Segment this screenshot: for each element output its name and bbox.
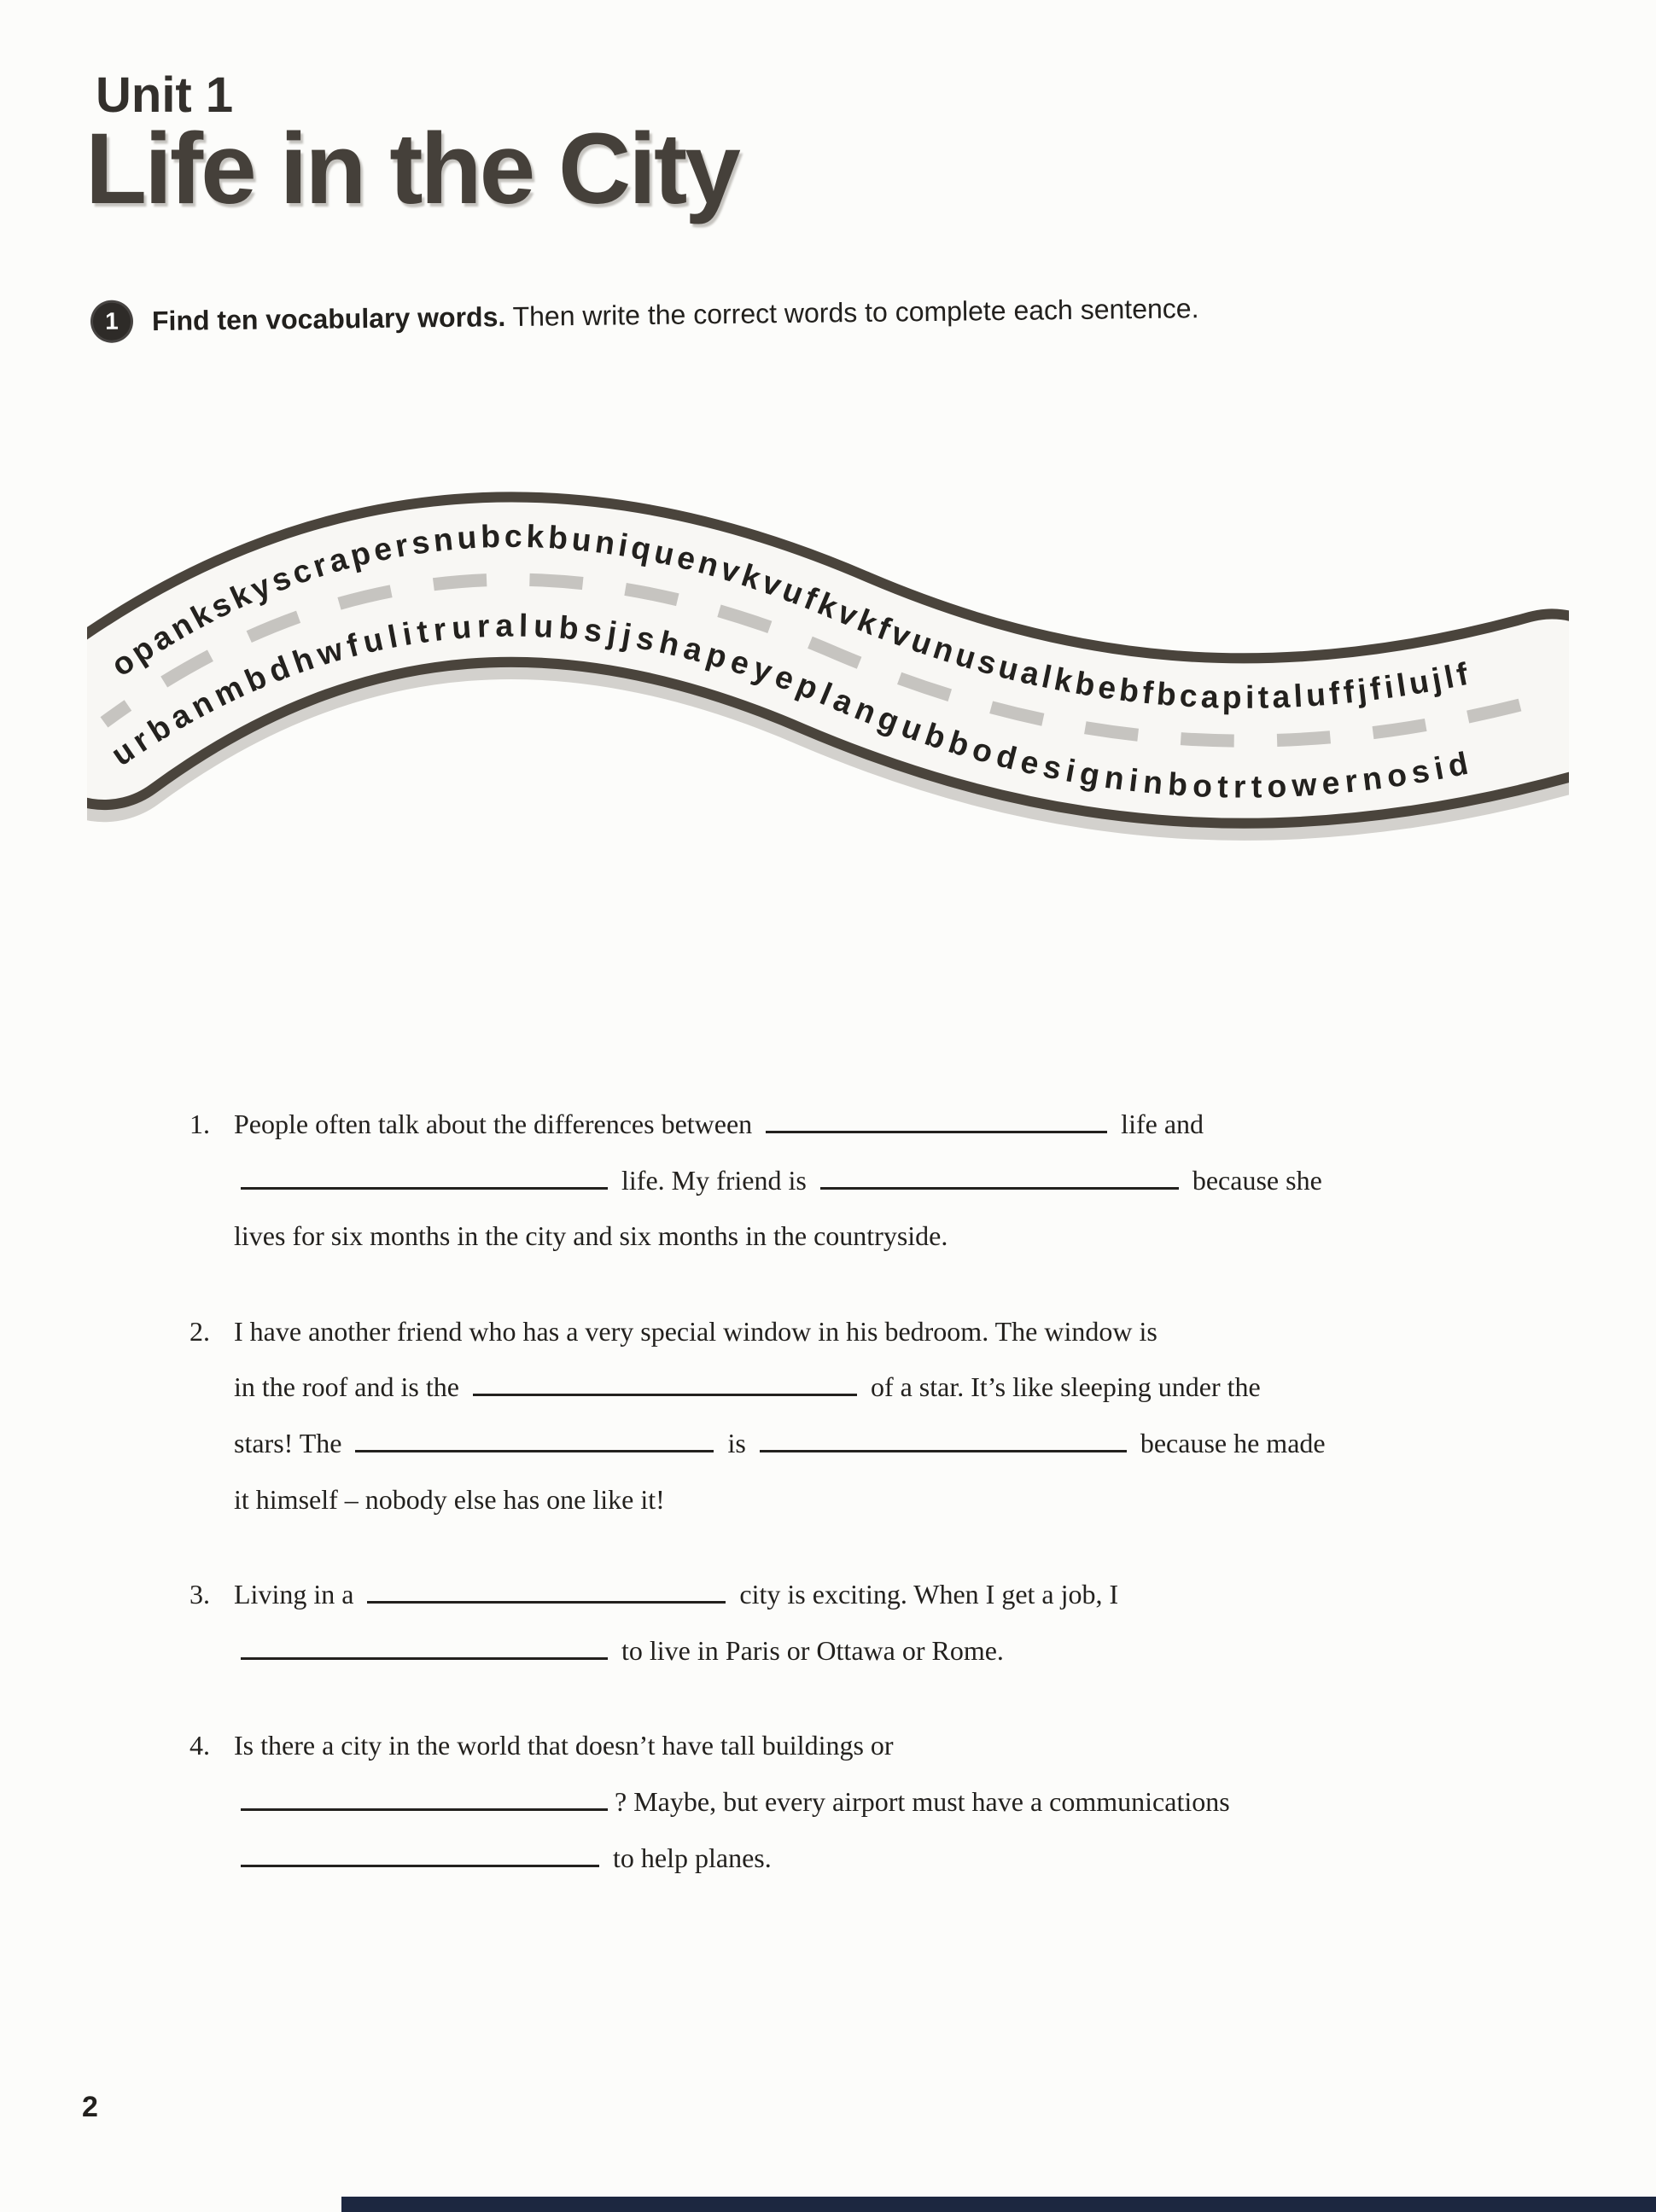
- question-item: [190, 1304, 1538, 1528]
- question-text: [234, 1097, 1538, 1265]
- question-text: [234, 1304, 1538, 1528]
- question-item: [190, 1718, 1538, 1886]
- sentence-text: I have another friend who has a very special window in his bedroom. The window is: [234, 1315, 1157, 1347]
- word-road-line1: opankskyscrapersnubckbuniquenvkvufkvkfvunusualkbebfbcapitaluffjfilujlf: [104, 517, 1472, 715]
- sentence-text: ? Maybe, but every airport must have a communications: [615, 1785, 1230, 1817]
- question-number: 4.: [190, 1730, 210, 1761]
- answer-blank: [367, 1578, 726, 1604]
- instruction-rest: Then write the correct words to complete each sentence.: [512, 292, 1199, 332]
- sentence-text: in the roof and is the: [234, 1371, 466, 1403]
- question-number: 1.: [190, 1109, 210, 1139]
- answer-blank: [241, 1163, 608, 1189]
- page-title: Life in the City: [85, 113, 738, 225]
- sentence-text: lives for six months in the city and six months in the countryside.: [234, 1220, 948, 1252]
- question-item: [190, 1097, 1538, 1265]
- page-number: 2: [82, 2091, 98, 2123]
- sentence-text: because he made: [1133, 1427, 1326, 1458]
- question-list: [190, 1097, 1538, 1925]
- question-number: 3.: [190, 1579, 210, 1610]
- answer-blank: [820, 1163, 1179, 1189]
- answer-blank: [241, 1841, 599, 1866]
- exercise-instruction: [152, 293, 1199, 337]
- answer-blank: [241, 1634, 608, 1660]
- unit-label: Unit 1: [96, 67, 234, 123]
- exercise-number: 1: [105, 307, 119, 335]
- instruction-bold: Find ten vocabulary words.: [151, 300, 506, 336]
- answer-blank: [766, 1108, 1107, 1133]
- sentence-text: life. My friend is: [615, 1164, 813, 1196]
- question-text: [234, 1567, 1538, 1679]
- exercise-header: [90, 287, 1199, 343]
- sentence-text: it himself – nobody else has one like it!: [234, 1483, 665, 1515]
- sentence-text: because she: [1185, 1164, 1322, 1196]
- word-road-line2: urbanmbdhwfulitruralubsjjshapeyeplangubbodesigninbotrtowernosid: [104, 607, 1472, 805]
- sentence-text: stars! The: [234, 1427, 349, 1458]
- sentence-text: Is there a city in the world that doesn’t have tall buildings or: [234, 1730, 894, 1761]
- sentence-text: to help planes.: [606, 1842, 772, 1873]
- sentence-text: Living in a: [234, 1579, 361, 1610]
- sentence-text: is: [720, 1427, 753, 1458]
- question-item: [190, 1567, 1538, 1679]
- sentence-text: to live in Paris or Ottawa or Rome.: [615, 1634, 1004, 1666]
- answer-blank: [355, 1427, 714, 1452]
- question-text: [234, 1718, 1538, 1886]
- answer-blank: [760, 1427, 1127, 1452]
- sentence-text: life and: [1114, 1109, 1204, 1139]
- question-number: 2.: [190, 1315, 210, 1347]
- sentence-text: of a star. It’s like sleeping under the: [863, 1371, 1261, 1403]
- exercise-number-badge: [90, 300, 134, 343]
- answer-blank: [473, 1371, 857, 1396]
- footer-bar: [341, 2197, 1656, 2212]
- word-road-graphic: [87, 437, 1569, 920]
- sentence-text: city is exciting. When I get a job, I: [732, 1579, 1119, 1610]
- answer-blank: [241, 1785, 608, 1811]
- sentence-text: People often talk about the differences between: [234, 1109, 760, 1139]
